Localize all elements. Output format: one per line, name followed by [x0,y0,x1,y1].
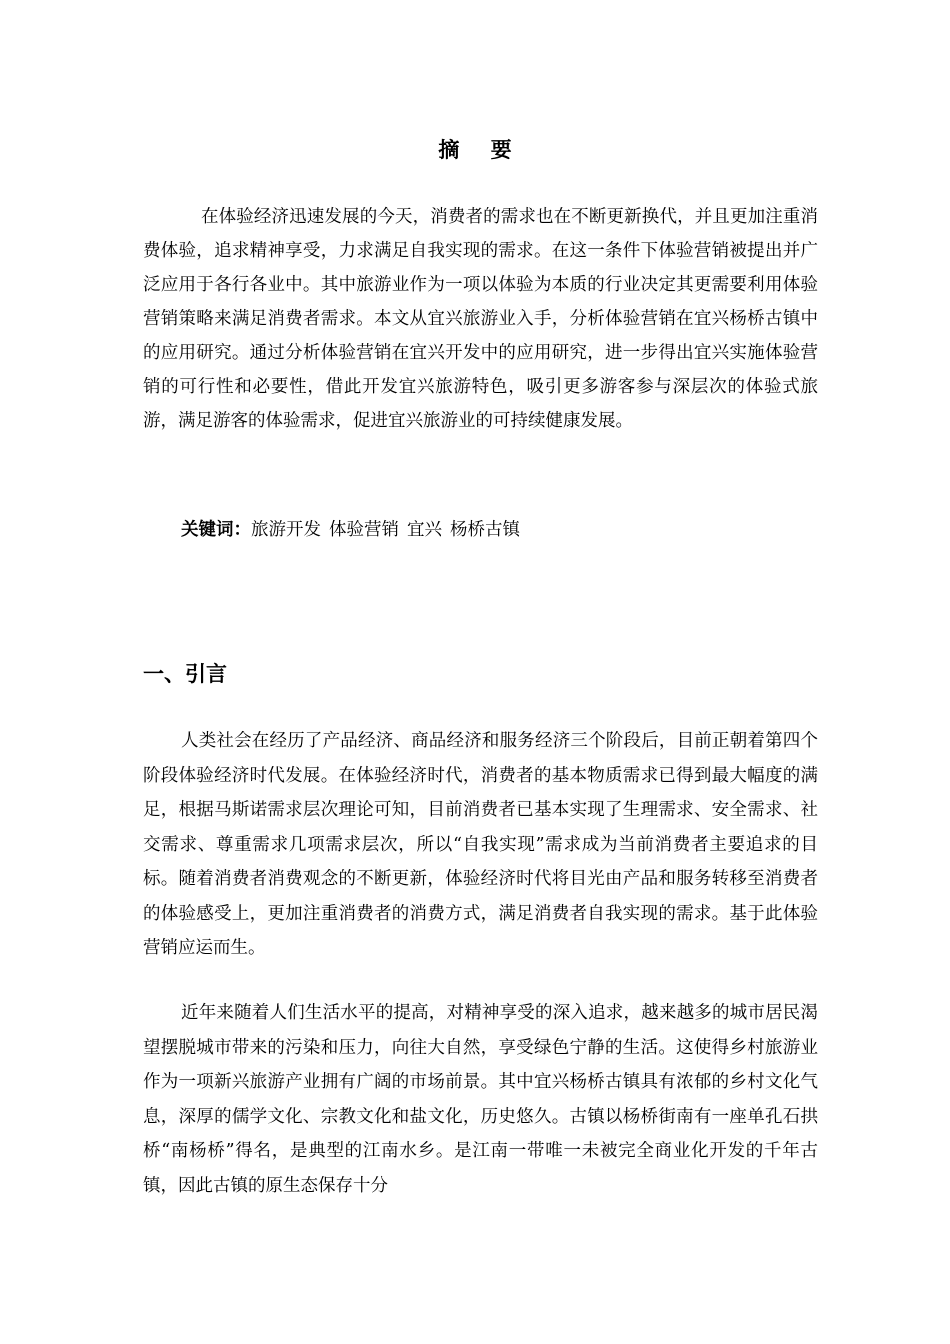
keyword-item: 旅游开发 [251,520,321,540]
keywords-line [181,513,528,547]
body-paragraph: 人类社会在经历了产品经济、商品经济和服务经济三个阶段后，目前正朝着第四个阶段体验经济时代发展。在体验经济时代，消费者的基本物质需求已得到最大幅度的满足，根据马斯诺需求层次理论可知，目前消费者已基本实现了生理需求、安全需求、社交需求、尊重需求几项需求层次，所以“自我实现”需求成为当前消费者主要追求的目标。随着消费者消费观念的不断更新，体验经济时代将目光由产品和服务转移至消费者的体验感受上，更加注重消费者的消费方式，满足消费者自我实现的需求。基于此体验营销应运而生。 [143,731,818,958]
keyword-item: 体验营销 [329,520,399,540]
body-paragraph: 近年来随着人们生活水平的提高，对精神享受的深入追求，越来越多的城市居民渴望摆脱城市带来的污染和压力，向往大自然，享受绿色宁静的生活。这使得乡村旅游业作为一项新兴旅游产业拥有广阔的市场前景。其中宜兴杨桥古镇具有浓郁的乡村文化气息，深厚的儒学文化、宗教文化和盐文化，历史悠久。古镇以杨桥街南有一座单孔石拱桥“南杨桥”得名，是典型的江南水乡。是江南一带唯一未被完全商业化开发的千年古镇，因此古镇的原生态保存十分 [143,1003,818,1196]
keywords-label: 关键词： [181,520,251,540]
keyword-item: 杨桥古镇 [450,520,520,540]
abstract-body: 在体验经济迅速发展的今天，消费者的需求也在不断更新换代，并且更加注重消费体验，追求精神享受，力求满足自我实现的需求。在这一条件下体验营销被提出并广泛应用于各行各业中。其中旅游业作为一项以体验为本质的行业决定其更需要利用体验营销策略来满足消费者需求。本文从宜兴旅游业入手，分析体验营销在宜兴杨桥古镇中的应用研究。通过分析体验营销在宜兴开发中的应用研究，进一步得出宜兴实施体验营销的可行性和必要性，借此开发宜兴旅游特色，吸引更多游客参与深层次的体验式旅游，满足游客的体验需求，促进宜兴旅游业的可持续健康发展。 [143,207,818,431]
abstract-title: 摘 要 [438,138,524,162]
keyword-item: 宜兴 [407,520,442,540]
section-heading: 一、引言 [143,662,227,686]
